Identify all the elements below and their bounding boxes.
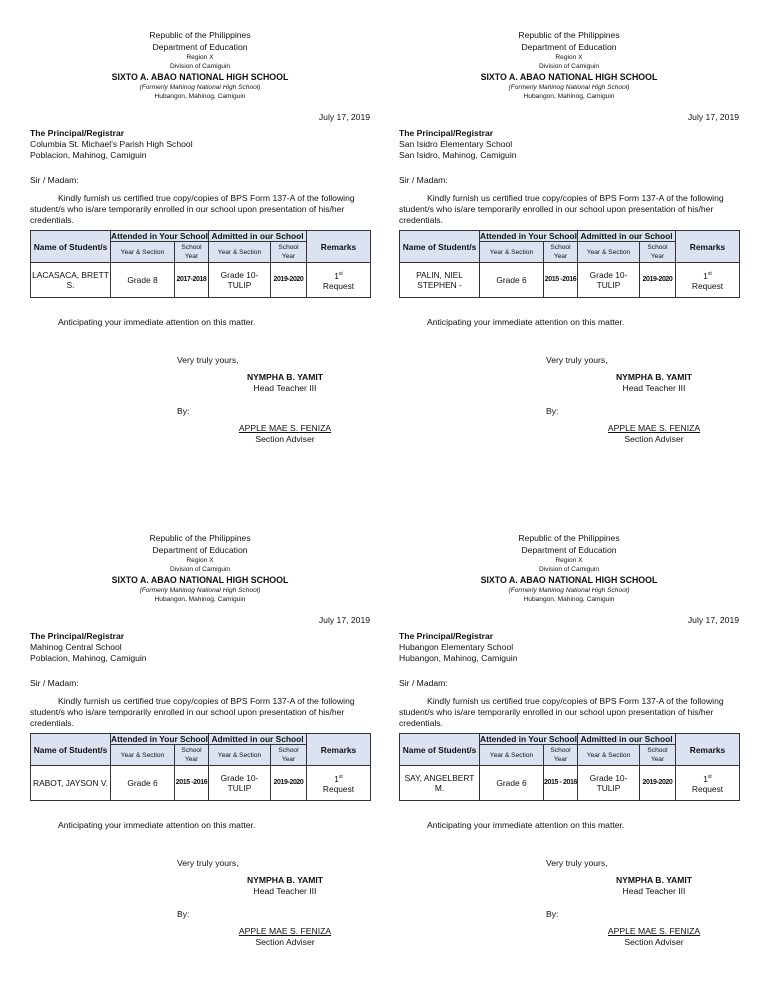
header-remarks: Remarks — [676, 734, 740, 766]
table-row — [31, 766, 371, 801]
remarks-number: 1 — [334, 270, 339, 281]
header-year-section-2: Year & Section — [209, 242, 271, 263]
addressee-block — [30, 631, 147, 664]
by-label: By: — [546, 909, 559, 919]
header-school-year: School Year — [544, 242, 578, 263]
republic-line: Republic of the Philippines — [149, 30, 251, 40]
salutation: Sir / Madam: — [30, 678, 79, 688]
letterhead — [30, 532, 370, 604]
student-table — [30, 733, 371, 801]
student-name: SAY, ANGELBERT M. — [400, 766, 480, 801]
student-name: LACASACA, BRETT S. — [31, 263, 111, 298]
header-admitted: Admitted in our School — [209, 734, 307, 745]
header-name: Name of Student/s — [400, 231, 480, 263]
by-label: By: — [177, 909, 190, 919]
header-year-section: Year & Section — [111, 242, 175, 263]
addressee-school: Mahinog Central School — [30, 642, 122, 652]
addressee-address: Poblacion, Mahinog, Camiguin — [30, 653, 147, 663]
signatory-name: NYMPHA B. YAMIT — [246, 372, 324, 382]
anticipating-line: Anticipating your immediate attention on this matter. — [58, 820, 256, 830]
student-table — [399, 230, 740, 298]
remarks-word: Request — [322, 280, 355, 291]
letter-date: July 17, 2019 — [687, 615, 739, 625]
formerly-line: (Formerly Mahinog National High School) — [139, 84, 261, 91]
header-name: Name of Student/s — [31, 734, 111, 766]
signatory-title: Head Teacher III — [253, 383, 317, 393]
request-paragraph — [30, 193, 370, 226]
letter-4 — [399, 532, 739, 952]
header-year-section-2: Year & Section — [209, 745, 271, 766]
signatory-name: NYMPHA B. YAMIT — [246, 875, 324, 885]
header-year-section: Year & Section — [111, 745, 175, 766]
remarks-word: Request — [691, 280, 724, 291]
closing-line: Very truly yours, — [546, 858, 608, 868]
header-year-section: Year & Section — [480, 745, 544, 766]
attended-school-year: 2015 -2016 — [544, 263, 578, 298]
header-year-section-2: Year & Section — [578, 745, 640, 766]
addressee-title: The Principal/Registrar — [399, 631, 494, 641]
adviser-title: Section Adviser — [255, 434, 315, 444]
remarks-number: 1 — [703, 270, 708, 281]
adviser-title: Section Adviser — [624, 937, 684, 947]
republic-line: Republic of the Philippines — [518, 533, 620, 543]
header-school-year: School Year — [544, 745, 578, 766]
school-address: Hubangon, Mahinog, Camiguin — [523, 93, 615, 100]
table-row — [400, 263, 740, 298]
remarks-cell — [676, 766, 740, 801]
signatory-block — [200, 372, 370, 394]
remarks-suffix: st — [338, 774, 343, 781]
formerly-line: (Formerly Mahinog National High School) — [508, 587, 630, 594]
header-attended: Attended in Your School — [111, 734, 208, 744]
header-name: Name of Student/s — [31, 231, 111, 263]
header-remarks: Remarks — [307, 734, 371, 766]
addressee-title: The Principal/Registrar — [399, 128, 494, 138]
student-name: PALIN, NIEL STEPHEN - — [400, 263, 480, 298]
adviser-block — [569, 926, 739, 948]
remarks-suffix: st — [707, 271, 712, 278]
republic-line: Republic of the Philippines — [518, 30, 620, 40]
department-line: Department of Education — [521, 42, 617, 52]
remarks-number: 1 — [703, 773, 708, 784]
letterhead — [399, 532, 739, 604]
addressee-address: Hubangon, Mahinog, Camiguin — [399, 653, 518, 663]
division-line: Division of Camiguin — [538, 63, 600, 70]
republic-line: Republic of the Philippines — [149, 533, 251, 543]
admitted-school-year: 2019-2020 — [271, 766, 307, 801]
addressee-title: The Principal/Registrar — [30, 128, 125, 138]
header-admitted: Admitted in our School — [578, 734, 676, 745]
adviser-block — [569, 423, 739, 445]
addressee-address: Poblacion, Mahinog, Camiguin — [30, 150, 147, 160]
addressee-block — [30, 128, 193, 161]
school-name: SIXTO A. ABAO NATIONAL HIGH SCHOOL — [480, 575, 658, 585]
student-table — [30, 230, 371, 298]
header-school-year-2: School Year — [640, 242, 676, 263]
addressee-block — [399, 631, 517, 664]
admitted-section: Grade 10- TULIP — [578, 263, 640, 298]
adviser-name: APPLE MAE S. FENIZA — [607, 423, 701, 433]
header-school-year-2: School Year — [640, 745, 676, 766]
department-line: Department of Education — [521, 545, 617, 555]
adviser-name: APPLE MAE S. FENIZA — [238, 926, 332, 936]
request-text: Kindly furnish us certified true copy/copies of BPS Form 137-A of the following student/s who is/are temporarily enrolled in our school upon presentation of his/her credentials. — [399, 193, 724, 225]
formerly-line: (Formerly Mahinog National High School) — [139, 587, 261, 594]
student-table — [399, 733, 740, 801]
signatory-block — [569, 372, 739, 394]
signatory-block — [200, 875, 370, 897]
region-line: Region X — [555, 54, 583, 61]
letter-2 — [399, 29, 739, 449]
header-year-section: Year & Section — [480, 242, 544, 263]
letter-3 — [30, 532, 370, 952]
school-address: Hubangon, Mahinog, Camiguin — [154, 596, 246, 603]
admitted-school-year: 2019-2020 — [640, 766, 676, 801]
adviser-name: APPLE MAE S. FENIZA — [238, 423, 332, 433]
region-line: Region X — [555, 557, 583, 564]
attended-school-year: 2017-2018 — [175, 263, 209, 298]
addressee-school: Columbia St. Michael's Parish High School — [30, 139, 193, 149]
attended-grade: Grade 8 — [111, 263, 175, 298]
attended-school-year: 2015 - 2016 — [544, 766, 578, 801]
header-attended: Attended in Your School — [111, 231, 208, 241]
department-line: Department of Education — [152, 545, 248, 555]
header-admitted: Admitted in our School — [578, 231, 676, 242]
admitted-school-year: 2019-2020 — [271, 263, 307, 298]
region-line: Region X — [186, 557, 214, 564]
request-paragraph — [399, 696, 739, 729]
closing-line: Very truly yours, — [546, 355, 608, 365]
division-line: Division of Camiguin — [169, 566, 231, 573]
letter-1 — [30, 29, 370, 449]
school-address: Hubangon, Mahinog, Camiguin — [523, 596, 615, 603]
table-row — [31, 263, 371, 298]
anticipating-line: Anticipating your immediate attention on this matter. — [427, 317, 625, 327]
admitted-section: Grade 10- TULIP — [209, 766, 271, 801]
header-name: Name of Student/s — [400, 734, 480, 766]
signatory-title: Head Teacher III — [253, 886, 317, 896]
school-name: SIXTO A. ABAO NATIONAL HIGH SCHOOL — [480, 72, 658, 82]
header-admitted: Admitted in our School — [209, 231, 307, 242]
adviser-title: Section Adviser — [255, 937, 315, 947]
addressee-block — [399, 128, 517, 161]
remarks-number: 1 — [334, 773, 339, 784]
header-attended: Attended in Your School — [480, 734, 577, 744]
letter-date: July 17, 2019 — [687, 112, 739, 122]
header-year-section-2: Year & Section — [578, 242, 640, 263]
request-text: Kindly furnish us certified true copy/copies of BPS Form 137-A of the following student/s who is/are temporarily enrolled in our school upon presentation of his/her credentials. — [399, 696, 724, 728]
addressee-title: The Principal/Registrar — [30, 631, 125, 641]
letter-date: July 17, 2019 — [318, 615, 370, 625]
table-row — [400, 766, 740, 801]
letterhead — [399, 29, 739, 101]
signatory-title: Head Teacher III — [622, 383, 686, 393]
letterhead — [30, 29, 370, 101]
request-text: Kindly furnish us certified true copy/copies of BPS Form 137-A of the following student/s who is/are temporarily enrolled in our school upon presentation of his/her credentials. — [30, 193, 355, 225]
addressee-school: Hubangon Elementary School — [399, 642, 514, 652]
salutation: Sir / Madam: — [399, 175, 448, 185]
header-attended: Attended in Your School — [480, 231, 577, 241]
remarks-cell — [676, 263, 740, 298]
request-paragraph — [399, 193, 739, 226]
school-address: Hubangon, Mahinog, Camiguin — [154, 93, 246, 100]
attended-school-year: 2015 -2016 — [175, 766, 209, 801]
remarks-word: Request — [322, 783, 355, 794]
salutation: Sir / Madam: — [399, 678, 448, 688]
remarks-suffix: st — [707, 774, 712, 781]
school-name: SIXTO A. ABAO NATIONAL HIGH SCHOOL — [111, 72, 289, 82]
signatory-title: Head Teacher III — [622, 886, 686, 896]
admitted-section: Grade 10- TULIP — [578, 766, 640, 801]
header-remarks: Remarks — [307, 231, 371, 263]
adviser-name: APPLE MAE S. FENIZA — [607, 926, 701, 936]
header-school-year-2: School Year — [271, 242, 307, 263]
anticipating-line: Anticipating your immediate attention on this matter. — [58, 317, 256, 327]
division-line: Division of Camiguin — [169, 63, 231, 70]
letter-date: July 17, 2019 — [318, 112, 370, 122]
addressee-school: San Isidro Elementary School — [399, 139, 513, 149]
salutation: Sir / Madam: — [30, 175, 79, 185]
region-line: Region X — [186, 54, 214, 61]
division-line: Division of Camiguin — [538, 566, 600, 573]
remarks-cell — [307, 766, 371, 801]
attended-grade: Grade 6 — [480, 766, 544, 801]
closing-line: Very truly yours, — [177, 355, 239, 365]
adviser-title: Section Adviser — [624, 434, 684, 444]
admitted-school-year: 2019-2020 — [640, 263, 676, 298]
signatory-name: NYMPHA B. YAMIT — [615, 875, 693, 885]
formerly-line: (Formerly Mahinog National High School) — [508, 84, 630, 91]
signatory-name: NYMPHA B. YAMIT — [615, 372, 693, 382]
by-label: By: — [177, 406, 190, 416]
header-school-year-2: School Year — [271, 745, 307, 766]
header-school-year: School Year — [175, 242, 209, 263]
header-remarks: Remarks — [676, 231, 740, 263]
attended-grade: Grade 6 — [480, 263, 544, 298]
header-school-year: School Year — [175, 745, 209, 766]
addressee-address: San Isidro, Mahinog, Camiguin — [399, 150, 517, 160]
admitted-section: Grade 10- TULIP — [209, 263, 271, 298]
signatory-block — [569, 875, 739, 897]
adviser-block — [200, 926, 370, 948]
by-label: By: — [546, 406, 559, 416]
attended-grade: Grade 6 — [111, 766, 175, 801]
adviser-block — [200, 423, 370, 445]
anticipating-line: Anticipating your immediate attention on this matter. — [427, 820, 625, 830]
request-paragraph — [30, 696, 370, 729]
remarks-word: Request — [691, 783, 724, 794]
closing-line: Very truly yours, — [177, 858, 239, 868]
department-line: Department of Education — [152, 42, 248, 52]
student-name: RABOT, JAYSON V. — [31, 766, 111, 801]
request-text: Kindly furnish us certified true copy/copies of BPS Form 137-A of the following student/s who is/are temporarily enrolled in our school upon presentation of his/her credentials. — [30, 696, 355, 728]
remarks-cell — [307, 263, 371, 298]
remarks-suffix: st — [338, 271, 343, 278]
school-name: SIXTO A. ABAO NATIONAL HIGH SCHOOL — [111, 575, 289, 585]
